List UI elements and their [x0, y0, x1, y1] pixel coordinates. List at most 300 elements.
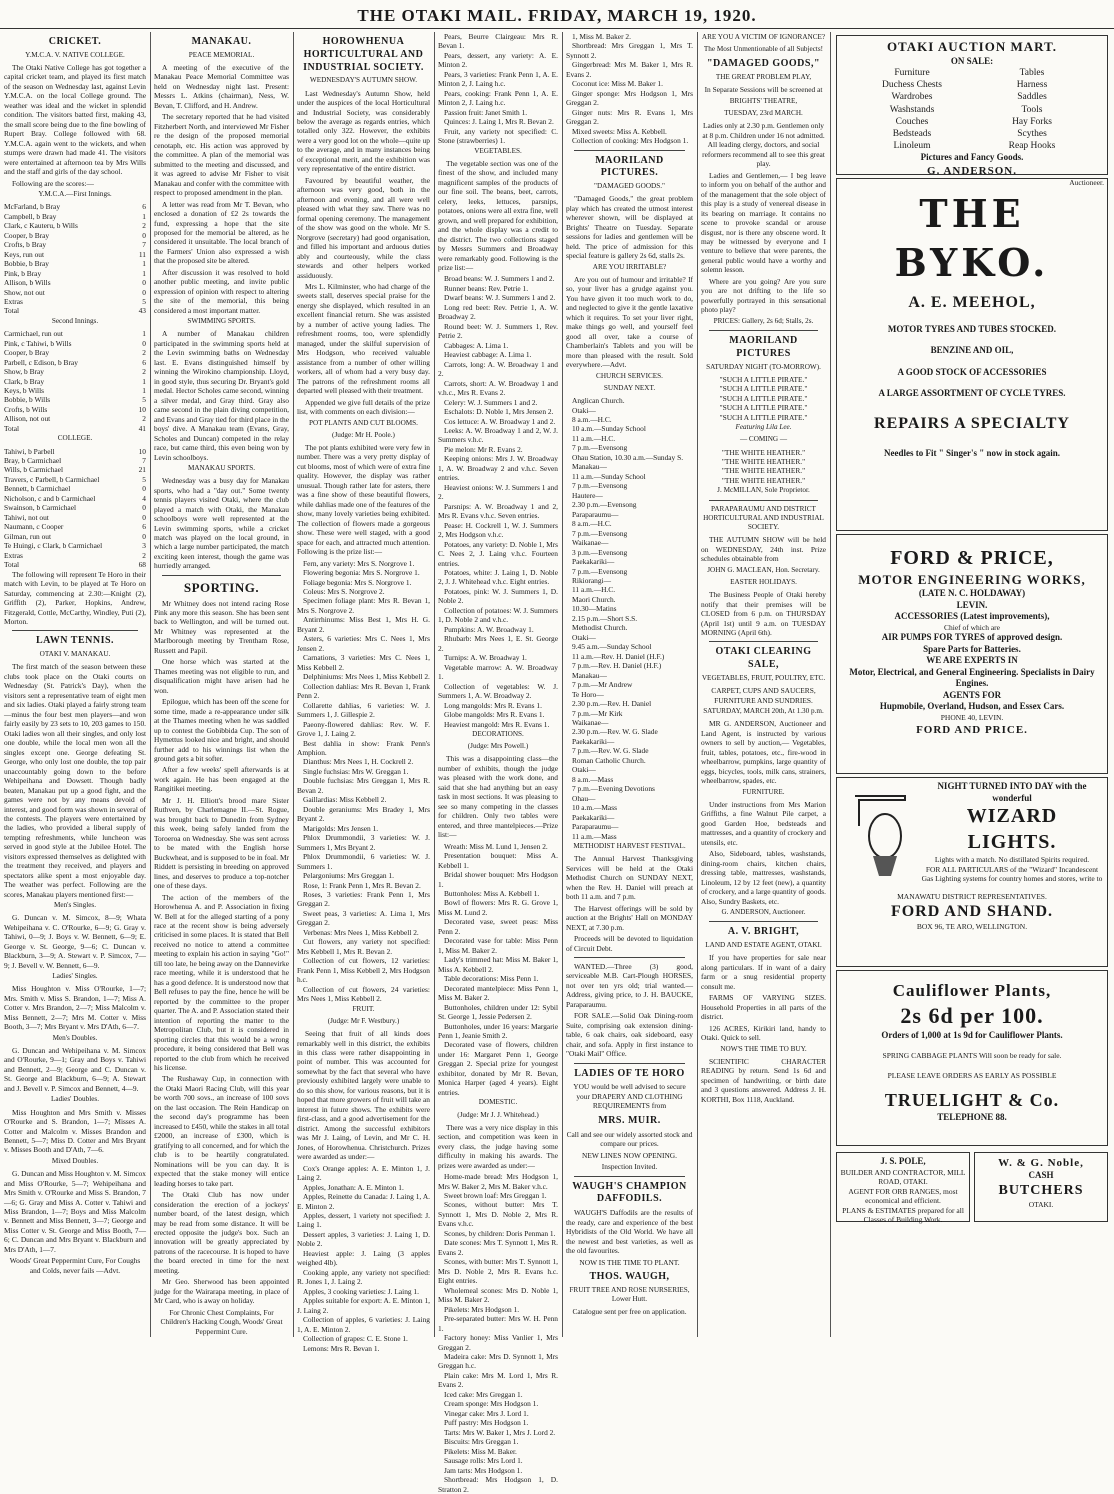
cricket-paragraph: Following are the scores:—: [12, 178, 94, 188]
wizard-line: BOX 96, TE ARO, WELLINGTON.: [916, 922, 1028, 932]
agent-paragraph: 126 ACRES, Kirikiri land, handy to Otaki. Quick to sell.: [701, 1023, 826, 1043]
damaged-goods-paragraph: Ladies and Gentlemen,— I beg leave to inform you on behalf of the author and of the management that the sole object of this play is a study of venereal disease in its bearing on marriage. It contains no scene to provoke scandal or arouse disgust, nor is there any obscene word. It may be witnessed by everyone and I venture to believe that were parents, the general public would have a worthy and solemn lesson.: [701, 170, 826, 275]
score-player: Total: [4, 423, 20, 433]
score-player: Allison, not out: [4, 414, 51, 424]
wizard-line: Lights with a match. No distillated Spirits required.: [934, 855, 1090, 865]
ford-price-ad: [836, 534, 1108, 774]
prize-line: Rose, 1: Frank Penn 1, Mrs R. Bevan 2.: [303, 880, 421, 890]
score-runs: 0: [142, 512, 146, 522]
score-runs: 2: [142, 414, 146, 424]
score-row: [4, 475, 146, 484]
sale-item: Hay Forks: [1012, 116, 1052, 127]
prize-list: [297, 559, 430, 1004]
prize-line: Potatoes, white: J. Laing 1, D. Noble 2, J. J. Whitehead v.h.c. Eight entries.: [438, 568, 558, 587]
irritable-paragraph: Are you out of humour and irritable? If so, your liver has a grudge against you. You have given it too much work to do, and neglected to give it the gentle laxative which it requires. To set your liver right, make things go well, and yourself feel good all over, take a course of Chamberlain's Tablets and you will be more than pleased with the result. Sold everywhere.—Advt.: [566, 274, 693, 370]
byko-line: MOTOR TYRES AND TUBES STOCKED.: [887, 323, 1057, 334]
prize-line: Heaviest cabbage: A. Lima 1.: [444, 350, 532, 360]
prize-line: Sweet brown loaf: Mrs Greggan 1.: [444, 1191, 547, 1200]
film-line: "SUCH A LITTLE PIRATE.": [719, 374, 808, 384]
church-heading: CHURCH SERVICES.: [596, 371, 663, 380]
prize-line: Rhubarb: Mrs Nees 1, E. St. George 2.: [438, 634, 558, 653]
masthead: THE OTAKI MAIL. FRIDAY, MARCH 19, 1920.: [0, 6, 1114, 29]
swimming-heading: SWIMMING SPORTS.: [187, 317, 256, 326]
score-row: [4, 484, 146, 493]
prize-line: Fruit, any variety not specified: C. Stone (strawberries) 1.: [438, 126, 558, 146]
judge-line: (Judge: Mrs Powell.): [467, 742, 529, 751]
prize-line: Round beet: W. J. Summers 1, Rev. Petrie 2.: [438, 321, 558, 341]
prize-line: Pears, cooking: Frank Penn 1, A. E. Minton 2, J. Laing h.c.: [438, 88, 558, 108]
prize-line: Iced cake: Mrs Greggan 1.: [444, 1389, 523, 1399]
byko-line: A LARGE ASSORTMENT OF CYCLE TYRES.: [878, 388, 1066, 399]
prize-line: Apples, Jonathan: A. E. Minton 1.: [303, 1182, 404, 1192]
prize-line: Antirrhinums: Miss Best 1, Mrs H. G. Bryant 2.: [297, 615, 430, 634]
waugh-paragraph: WAUGH'S Daffodils are the results of the ready, care and experience of the best Hybridists of the Old World. We have all the newest and best varieties, as well as the old favourites.: [566, 1208, 693, 1256]
church-line: Paraparaumu—: [572, 822, 619, 832]
prize-line: Factory honey: Miss Vanlier 1, Mrs Greggan 2.: [438, 1333, 558, 1352]
mixed-doubles-heading: Mixed Doubles.: [51, 1156, 99, 1165]
church-line: Ohau—: [572, 793, 596, 803]
prize-line: Carrots, long: A. W. Broadway 1 and 2.: [438, 359, 558, 379]
score-runs: 2: [142, 367, 146, 377]
harvest-paragraph: The Annual Harvest Thanksgiving Services will be held at the Otaki Methodist Church on SUNDAY NEXT, when the Rev. H. Daniel will preach at both 11 a.m. and 7 p.m.: [566, 854, 693, 902]
prize-line: Collection of vegetables: W. J. Summers 1, A. W. Broadway 2.: [438, 681, 558, 701]
column-rule: [150, 32, 151, 1337]
score-runs: 6: [142, 357, 146, 367]
prize-line: Puff pastry: Mrs Hodgson 1.: [444, 1418, 529, 1428]
score-row: [4, 494, 146, 503]
prices-line: PRICES: Gallery, 2s 6d; Stalls, 2s.: [713, 316, 814, 325]
divider: [574, 1176, 685, 1177]
prize-line: Decorated mantelpiece: Miss Penn 1, Miss M. Baker 2.: [438, 983, 558, 1003]
score-runs: 11: [138, 249, 146, 259]
pot-plants-paragraph: The pot plants exhibited were very few in number. There was a very pretty display of cut blooms, most of which were of extra fine quality. However, the display was rather unusual. Though rather late for asters, there was a fine show of these beautiful flowers, while dahlias made one of the features of the show, many lovely varieties being exhibited. The collection of flowers made a gorgeous show. These were well staged, with a good space for each, and attracted much attention. Following is the prize list:—: [297, 442, 430, 557]
column-rule: [434, 32, 435, 1337]
church-line: Anglican Church.: [572, 396, 625, 406]
prize-line: Pumpkins: A. W. Broadway 1.: [444, 624, 534, 634]
prize-line: Jam tarts: Mrs Hodgson 1.: [444, 1465, 523, 1475]
fruit-heading: FRUIT.: [352, 1004, 375, 1013]
prize-line: Cabbages: A. Lima 1.: [444, 340, 509, 350]
damaged-goods-title: "DAMAGED GOODS,": [707, 58, 820, 70]
ford-line: Hupmobile, Overland, Hudson, and Essex Cars.: [879, 701, 1065, 712]
church-line: Paekakariki—: [572, 812, 615, 822]
prize-line: Eschalots: D. Noble 1, Mrs Jensen 2.: [444, 407, 554, 417]
agent-paragraph: FARMS OF VARYING SIZES. Household Properties in all parts of the district.: [701, 993, 826, 1022]
score-runs: 2: [142, 550, 146, 560]
church-line: Rikiorangi—: [572, 575, 612, 585]
prize-line: Celery: W. J. Summers 1 and 2.: [444, 397, 538, 407]
prize-line: Decorated vase of flowers, children under 16: Margaret Penn 1, George Greggan 2. Special prize for youngest exhibitor, donated by Mr R. Bevan, Monica Harper (aged 4 years). Eight entries.: [438, 1040, 558, 1097]
score-row: [4, 465, 146, 474]
church-line: 7 p.m.—Evensong: [572, 528, 628, 538]
cricket-paragraph: The Otaki Native College has got together a capital cricket team, and played its first match of the season on Wednesday last, against Levin Y.M.C.A. on the local College ground. The weather was ideal and the wicket in splendid condition. The visitors batted first, making 43, the small score being due to the fine bowling of Rupert Bray. College followed with 68. Y.M.C.A. again went to the wickets, and when stumps were drawn had made 41. The visitors were entertained at afternoon tea by Mrs Wills and the staff and girls of the day school.: [4, 63, 146, 177]
prize-line: Turnips: A. W. Broadway 1.: [444, 653, 527, 663]
prize-line: Dessert apples, 3 varieties: J. Laing 1, D. Noble 2.: [297, 1229, 430, 1249]
prize-line: Pears, Beurre Clairgeau: Mrs R. Bevan 1.: [438, 32, 558, 51]
prize-line: Decorated vase for table: Miss Penn 1, Miss M. Baker 2.: [438, 936, 558, 955]
church-line: Ohau Station, 10.30 a.m.—Sunday S.: [572, 452, 684, 462]
ladies-te-horo-heading: LADIES OF TE HORO: [574, 1067, 685, 1079]
truelight-name: TRUELIGHT & Co.: [884, 1089, 1060, 1110]
maoriland-heading: MAORILAND PICTURES.: [595, 154, 664, 179]
score-player: Tahiwi, not out: [4, 512, 49, 522]
film-line: "SUCH A LITTLE PIRATE.": [719, 403, 808, 413]
on-sale-right: [972, 67, 1092, 152]
prize-line: Verbenas: Mrs Nees 1, Miss Kebbell 2.: [303, 927, 419, 937]
prize-line: Ginger sponge: Mrs Hodgson 1, Mrs Greggan 2.: [566, 88, 693, 108]
cricket-paragraph: The following will represent Te Horo in their match with Levin, to be played at Te Horo on Saturday, commencing at 2.30:—Knight (2), Griffith (2), Parker, Hopkins, Andrew, Fitzgerald, Cottle, McCarthy, Windley, Puti (2), Morton.: [4, 569, 146, 626]
score-runs: 5: [142, 297, 146, 307]
ladies-singles-heading: Ladies' Singles.: [52, 972, 98, 981]
score-row: [4, 297, 146, 306]
tennis-results: Miss Houghton and Mrs Smith v. Misses O'Rourke and S. Brandon, 1—7; Misses A. Cotter and Malcolm v. Misses Brandon and Bennett, 5—7; Miss D. Cotter and Mrs Bryant v. Misses Booth and D'Ath, 7—6.: [4, 1107, 146, 1155]
sale-item: Washstands: [889, 104, 935, 115]
wizard-representative: FORD AND SHAND.: [890, 902, 1054, 920]
score-player: Tahiwi, b Parbell: [4, 446, 55, 456]
manakau-sports-heading: MANAKAU SPORTS.: [187, 463, 256, 472]
score-row: [4, 259, 146, 268]
score-runs: 1: [142, 268, 146, 278]
byko-line: BENZINE AND OIL,: [930, 345, 1014, 356]
peace-paragraph: A letter was read from Mr T. Bevan, who enclosed a donation of £2 2s towards the fund, expressing a hope that the site proposed for the memorial be altered, as he considered it unsuitable. The local branch of the Farmers' Union also expressed a wish that the proposed site be altered.: [154, 199, 289, 266]
score-row: [4, 377, 146, 386]
prize-line: Flowering begonia: Mrs S. Norgrove 1.: [303, 568, 420, 578]
sale-item: Furniture: [894, 68, 930, 79]
pole-ad: [836, 1152, 970, 1225]
byko-title: THE BYKO.: [894, 191, 1050, 285]
cauliflower-line: SPRING CABBAGE PLANTS Will soon be ready for sale.: [882, 1051, 1062, 1061]
church-line: Otaki—: [572, 405, 596, 415]
score-row: [4, 240, 146, 249]
repairs-line: REPAIRS A SPECIALTY: [874, 414, 1070, 432]
ford-line: ACCESSORIES (Latest improvements),: [894, 611, 1050, 622]
column-rule: [293, 32, 294, 1337]
score-runs: 0: [142, 503, 146, 513]
divider: [709, 641, 818, 642]
prize-line: Ginger nuts: Mrs R. Evans 1, Mrs Greggan 2.: [566, 107, 693, 127]
score-row: [4, 231, 146, 240]
ford-late: (LATE N. C. HOLDAWAY): [918, 588, 1026, 599]
prize-line: Broad beans: W. J. Summers 1 and 2.: [444, 274, 555, 284]
film-line: "THE WHITE HEATHER.": [721, 466, 806, 476]
sporting-paragraph: The Rushaway Cup, in connection with the Otaki Maori Racing Club, will this year be worth 700 sovs., an increase of 100 sovs on the last occasion. The Rein Handicap on the second day's programme has been increased to £450, while the stakes in all total £2000, an increase of £300, which is gratifying to all concerned, and for which the club is to be heartily congratulated. Nominations will be you can day. It is expected that the stake money will entice leading horses to take part.: [154, 1074, 289, 1188]
prize-line: Vinegar cake: Mrs J. Lord 1.: [444, 1408, 529, 1418]
tennis-results: G. Duncan and Wehipeihana v. M. Simcox and O'Rourke, 9—1; Gray and Boys v. Tahiwi and Bennett, 2—9; George and C. Duncan v. St. George and Blackburn, 6—9; A. Stewart and J. Bevell v. P. Simcox and Bennett, 4—9.: [4, 1046, 146, 1093]
score-runs: 1: [142, 211, 146, 221]
score-row: [4, 278, 146, 287]
church-line: Manakau—: [572, 670, 607, 680]
score-runs: 0: [142, 278, 146, 288]
byko-line: A GOOD STOCK OF ACCESSORIES: [897, 366, 1047, 377]
prize-line: Sausage rolls: Mrs Lord 1.: [444, 1456, 523, 1466]
society-secretary: JOHN G. MACLEAN, Hon. Secretary.: [707, 565, 820, 574]
clearing-sale-sub: VEGETABLES, FRUIT, POULTRY, ETC.: [701, 674, 826, 683]
decorations-heading: DECORATIONS.: [472, 729, 524, 738]
prize-line: Collection dahlias: Mrs R. Bevan 1, Frank Penn 2.: [297, 681, 430, 701]
score-row: [4, 329, 146, 338]
noble-butchers-ad: [974, 1152, 1108, 1222]
score-player: Bennett, b Carmichael: [4, 484, 71, 494]
score-player: Clark, b Bray: [4, 376, 45, 386]
prize-list: [566, 32, 693, 146]
church-line: Maori Church.: [572, 594, 616, 604]
score-player: Pink, b Bray: [4, 268, 42, 278]
wizard-title: WIZARD LIGHTS.: [966, 805, 1058, 853]
film-line: "SUCH A LITTLE PIRATE.": [719, 393, 808, 403]
prize-line: Carrots, short: A. W. Broadway 1 and v.h.c., Mrs R. Evans 2.: [438, 378, 558, 398]
prize-line: Dianthus: Mrs Nees 1, H. Cockrell 2.: [303, 757, 414, 767]
prize-line: Phlox Drummondii, 6 varieties: W. J. Summers 1.: [297, 852, 430, 871]
sale-item: Reap Hooks: [1008, 141, 1056, 152]
prize-line: Carnations, 3 varieties: Mrs C. Nees 1, Miss Kebbell 2.: [297, 653, 430, 672]
cricket-subheading: Y.M.C.A. V. NATIVE COLLEGE.: [25, 50, 125, 59]
for-sale-notice: FOR SALE.—Solid Oak Dining-room Suite, comprising oak extension dining-table, 6 oak chairs, oak sideboard, easy chair, and sofa. Apply in first instance to "Otaki Mail" Office.: [566, 1011, 693, 1059]
ford-line: Motor, Electrical, and General Engineering. Specialists in Dairy Engines.: [849, 666, 1095, 689]
church-line: Manakau—: [572, 462, 607, 472]
church-line: 2.30 p.m.—Rev. H. Daniel: [572, 699, 652, 709]
column-horticultural: [297, 32, 430, 1353]
prize-line: Lady's trimmed hat: Miss M. Baker 1, Miss A. Kebbell 2.: [438, 955, 558, 974]
prize-line: Mixed sweets: Miss A. Kebbell.: [572, 126, 667, 136]
church-line: 9.45 a.m.—Sunday School: [572, 642, 652, 652]
prize-line: Heaviest mangold: Mrs R. Evans 1.: [444, 719, 550, 729]
prize-line: Wholemeal scones: Mrs D. Noble 1, Miss M. Baker 2.: [438, 1285, 558, 1305]
damaged-goods-paragraph: Where are you going? Are you sure you are not drifting to the life so powerfully portrayed in this sensational photo play?: [701, 276, 826, 315]
score-player: Allison, b Wills: [4, 278, 51, 288]
tennis-paragraph: The first match of the season between these clubs took place on the Otaki courts on Wednesday (St. Patrick's Day), when the visitors sent a representative team of eight men and six ladies. Otaki played a fairly strong team—minus the four best men players—and won fairly easily by 23 sets to 10, 203 games to 150. Otaki ladies won all their singles, and only lost one double, while the local men won all the singles except one. George defeating St. George, who only lost one double, the top pair unaccountably going down to the before Wehipeihana and Dowsett. Though badly beaten, Manakau put up a good fight, and the games were not by any means devoid of interest, and good form was shown in several of the contests. The players were entertained by the ladies, who provided a liberal supply of tempting refreshments, while luncheon was served in good style at the Jubilee Hotel. The visitors expressed themselves as delighted with the treatment they received, and players and spectators alike spent a most enjoyable day. The weather was perfect. Following are the scores, Manakau players mentioned first:—: [4, 662, 146, 899]
prize-line: Shortbread: Mrs Hodgson 1, D. Stratton 2.: [438, 1475, 558, 1494]
ymca-heading: Y.M.C.A.—First Innings.: [38, 190, 112, 199]
pot-plants-heading: POT PLANTS AND CUT BLOOMS.: [309, 418, 418, 427]
score-runs: 43: [138, 306, 146, 316]
prize-line: Madeira cake: Mrs D. Synnott 1, Mrs Greggan h.c.: [438, 1351, 558, 1371]
victim-heading: ARE YOU A VICTIM OF IGNORANCE?: [701, 33, 826, 41]
score-player: Cooper, b Bray: [4, 230, 50, 240]
hort-paragraph: Mrs L. Kilminster, who had charge of the sweets stall, deserves special praise for the energy she displayed, which resulted in an excellent financial return. She was assisted by a number of active young ladies. The refreshment rooms, too, were splendidly managed, under the skilful supervision of Mrs Hodgson, who received valuable assistance from a number of other willing workers, all of whom had a very busy day. The patrons of the refreshment rooms all departed well pleased with their treatment.: [297, 281, 430, 396]
prize-line: Cox's Orange apples: A. E. Minton 1, J. Laing 2.: [297, 1163, 430, 1183]
church-line: 2.15 p.m.—Short S.S.: [572, 613, 638, 623]
sporting-paragraph: After a few weeks' spell afterwards is at work again. He has been engaged at the Rangitikei meeting.: [154, 765, 289, 794]
sporting-paragraph: One horse which was started at the Thames meeting was not eligible to run, and disqualification might have arisen had he won.: [154, 657, 289, 695]
mens-singles-heading: Men's Singles.: [53, 901, 97, 910]
sporting-paragraph: Mr J. H. Elliott's brood mare Sister Ruthven, by Charlemagne II.—St. Rogue, was brought back to Dunedin from Sydney this week, being safely landed from the Toroeroa on Wednesday. She was sent across to be mated with the English horse Buckwheat, and is supposed to be in foal. Mr Riddett is persisting in breeding on approved lines, and deserves to produce a top-notcher one of these days.: [154, 795, 289, 891]
score-player: Campbell, b Bray: [4, 211, 57, 221]
prize-line: Cut flowers, any variety not specified: Mrs Kebbell 1, Mrs R. Bevan 2.: [297, 937, 430, 956]
sale-item: Couches: [895, 116, 929, 127]
ladies-doubles-heading: Ladies' Doubles.: [50, 1095, 99, 1104]
score-runs: 3: [142, 541, 146, 551]
waugh-paragraph: Catalogue sent per free on application.: [572, 1307, 687, 1317]
prize-line: Single fuchsias: Mrs W. Greggan 1.: [303, 766, 409, 776]
score-player: Clark, c Kauteru, b Wills: [4, 221, 78, 231]
score-row: [4, 532, 146, 541]
score-row: [4, 513, 146, 522]
judge-line: (Judge: Mr H. Poole.): [332, 430, 395, 439]
horticultural-subheading: WEDNESDAY'S AUTUMN SHOW.: [309, 76, 418, 85]
score-row: [4, 348, 146, 357]
column-rule: [697, 32, 698, 1337]
hort-paragraph: Last Wednesday's Autumn Show, held under the auspices of the local Horticultural and Industrial Society, was considerably below the average as regards entries, which totalled only 322. However, the exhibits were a very good lot on the whole—quite up to the average, and in many instances being of exceptional merit, and the exhibition was very representative of the entire district.: [297, 88, 430, 174]
divider: [12, 630, 138, 631]
swimming-paragraph: A number of Manakau children participated in the swimming sports held at the Levin swimming baths on Wednesday last. E. Evans distinguished himself by winning the Wirokino championship. Lloyd, in good style, thus securing Dr. Bryant's gold medal. Hector Scholes came second, winning a silver medal, and Gray third. Gray also came second in the plain diving competition, and Evans and Gray tied for third place in the boys' dive. A Manakau team (Evans, Gray, Scholes and Duncan) competed in the relay race, but came third, this even being won by Levin schoolboys.: [154, 329, 289, 462]
vegetables-heading: VEGETABLES.: [474, 146, 522, 155]
ford-location: LEVIN.: [956, 599, 988, 610]
fruit-paragraph: Seeing that fruit of all kinds does remarkably well in this district, the exhibits in this class were rather disappointing in point of number. This was accounted for somewhat by the fact that several who have previously exhibited largely were unable to do so this show, for various reasons, but it is hoped that more growers of fruit will take an interest in future shows. The exhibits were first-class, and a good advertisement for the district. Among the successful exhibitors was Mr J. Laing, of Levin, and Mr C. H. Jones, of Horowhenua. Christchurch. Prizes were awarded as under:—: [297, 1029, 430, 1162]
sporting-paragraph: The Otaki Club has now under consideration the erection of a jockeys' number board, of the latest design, which may be read from some distance. It will be erected opposite the judge's box. Such an innovation will be greatly appreciated by patrons of the racecourse. It is hoped to have the board erected in time for the next meeting.: [154, 1190, 289, 1275]
church-line: 11 a.m.—Rev. H. Daniel (H.F.): [572, 651, 665, 661]
score-runs: 10: [138, 446, 146, 456]
wizard-lights-ad: [836, 777, 1108, 967]
wizard-line: FOR ALL PARTICULARS of the "Wizard" Incandescent Gas Lighting systems for country homes and stores, write to: [921, 864, 1103, 884]
horticultural-heading: HOROWHENUA HORTICULTURAL AND INDUSTRIAL SOCIETY.: [303, 36, 424, 73]
hort-paragraph: Appended we give full details of the prize list, with comments on each division:—: [297, 397, 430, 417]
prize-line: Heaviest apple: J. Laing (3 apples weighed 4lb).: [297, 1248, 430, 1268]
score-table: [4, 202, 146, 316]
vegetables-paragraph: The vegetable section was one of the finest of the show, and included many magnificent samples of the products of our fine soil. The beans, beet, carrots, celery, leeks, lettuces, parsnips, potatoes, onions were all extra fine, well grown, and well prepared for exhibition, and the whole display was a credit to the district. The two collections staged by Messrs Summers and Broadway were remarkably good. Following is the prize list:—: [438, 158, 558, 272]
score-row: [4, 367, 146, 376]
furniture-heading: FURNITURE.: [742, 787, 785, 796]
prize-line: Wreath: Miss M. Lund 1, Jensen 2.: [444, 841, 548, 851]
sale-item: Tools: [1021, 104, 1043, 115]
sale-item: Linoleum: [893, 141, 931, 152]
church-line: 2.30 p.m.—Rev. W. G. Slade: [572, 727, 658, 737]
tennis-results: Miss Houghton v. Miss O'Rourke, 1—7; Mrs. Smith v. Miss S. Brandon, 1—7; Miss A. Cotter v. Mrs Brandon, 2—7; Miss Malcolm v. Miss Bennett, 2—7; Mrs M. Cotter v. Miss Booth, 3—7; Mrs Bryant v. Mrs D'Ath, 6—7.: [4, 984, 146, 1032]
mens-doubles-heading: Men's Doubles.: [52, 1033, 98, 1042]
sporting-paragraph: The action of the members of the Horowhenua A. and P. Association in fixing W. Bell at for the alleged starting of a pony race at the recent show is being adversely criticised in some places. It is stated that Bell received no notice to attend a committee meeting to explain his action in saying "Go!" till too late, he being away on the Dannevirke race meeting, while it is understood that he has a good defence. It is understood now that Bell refuses to pay the fine, hence he will be reported by the committee to the proper quarter. The A. and P. Association stated their intention of reporting the matter to the Metropolitan Club, but it is considered in sporting circles that this would be a wrong procedure, it being considered that Bell was reported to the club from which he received his license.: [154, 892, 289, 1073]
sale-item: Scythes: [1017, 128, 1047, 139]
prize-line: Parsnips: A. W. Broadway 1 and 2, Mrs R. Evans v.h.c. Seven entries.: [438, 501, 558, 521]
wanted-notice: WANTED.—Three (3) good, serviceable M.B. Cart-Plough HORSES, not over ten yrs old; trial wanted.—Address, giving price, to J. H. BAUCKE, Paraparaumu.: [566, 962, 693, 1009]
score-row: [4, 339, 146, 348]
church-line: 7 p.m.—Mr Andrew: [572, 680, 633, 690]
prize-line: Decorated vase, sweet peas: Miss Penn 2.: [438, 917, 558, 936]
prize-line: Scones, without butter: Mrs T. Synnott 1, Mrs D. Noble 2, Mrs R. Evans v.h.c.: [438, 1200, 558, 1229]
prize-line: Pie melon: Mr R. Evans 2.: [444, 444, 523, 454]
sale-item: Harness: [1016, 80, 1048, 91]
ladies-paragraph: YOU would be well advised to secure your DRAPERY AND CLOTHING REQUIREMENTS from: [573, 1082, 686, 1111]
clearing-sale-paragraph: Under instructions from Mrs Marion Griffiths, a fine Walnut Pile carpet, a good Garden Hoe, bedsteads and mattresses, and a quantity of crockery and utensils, etc.: [701, 799, 826, 847]
waugh-name: THOS. WAUGH,: [589, 1270, 670, 1282]
decorations-paragraph: This was a disappointing class—the number of exhibits, though the judge was pleased with the work done, and said that she had anything but an easy task in most sections. It was pleasing to see so many competing in the classes for children. Only two tables were entered, and three mantelpieces.—Prize list:—: [438, 754, 558, 840]
sale-item: Duchess Chests: [882, 80, 942, 91]
prize-line: Apples, 3 cooking varieties: J. Laing 1.: [303, 1286, 419, 1296]
wizard-line: NIGHT TURNED INTO DAY with the wonderful: [937, 781, 1087, 803]
church-line: 3 p.m.—Evensong: [572, 547, 628, 557]
auctioneer-line: G. ANDERSON, Auctioneer.: [721, 908, 806, 917]
sporting-paragraph: Mr Whitney does not intend racing Rose Pink any more this season. She has been sent back to Wellington, and will be turned out. Mr Whitney was represented at the Marlborough meeting by Trentham Rose, Russett and Papil.: [154, 598, 289, 655]
prize-line: Cooking apple, any variety not specified: R. Jones 1, J. Laing 2.: [297, 1267, 430, 1287]
score-row: [4, 306, 146, 315]
agent-tagline: NOW'S THE TIME TO BUY.: [720, 1044, 807, 1053]
score-runs: 1: [142, 385, 146, 395]
score-player: McFarland, b Bray: [4, 202, 61, 212]
score-player: Show, not out: [4, 287, 45, 297]
prize-line: Collection of apples, 6 varieties: J. Laing 1, A. E. Minton 2.: [297, 1315, 430, 1334]
church-line: Paraparaumu—: [572, 509, 619, 519]
society-heading: PARAPARAUMU AND DISTRICT HORTICULTURAL AND INDUSTRIAL SOCIETY.: [703, 504, 824, 532]
damaged-goods-paragraph: In Separate Sessions will be screened at: [704, 85, 823, 95]
church-list: [566, 396, 693, 841]
score-player: Show, b Bray: [4, 367, 44, 377]
auctioneer-name: G. ANDERSON.: [927, 164, 1017, 177]
column-cricket-tennis: [4, 32, 146, 1337]
second-innings-heading: Second Innings.: [51, 316, 99, 325]
cauliflower-line: Orders of 1,000 at 1s 9d for Cauliflower Plants.: [881, 1029, 1063, 1040]
column-manakau-sporting: [154, 32, 289, 1337]
harvest-paragraph: Proceeds will be devoted to liquidation of Circuit Debt.: [566, 934, 693, 953]
on-sale-list: [840, 67, 1104, 152]
prize-line: Long red beet: Rev. Petrie 1, A. W. Broadway 2.: [438, 302, 558, 322]
church-line: 8 a.m.—H.C.: [572, 415, 612, 424]
maoriland-date: SATURDAY NIGHT (TO-MORROW).: [706, 362, 821, 371]
score-player: Carmichael, run out: [4, 329, 63, 339]
prize-line: Collection of grapes: C. E. Stone 1.: [303, 1334, 408, 1344]
show-date: TUESDAY, 23rd MARCH.: [724, 109, 803, 118]
film-list: [701, 375, 826, 422]
score-row: [4, 424, 146, 433]
prize-line: Pikelets: Mrs Hodgson 1.: [444, 1304, 520, 1314]
ford-line: Chief of which are: [943, 622, 1001, 632]
church-line: Otaki—: [572, 765, 596, 775]
waugh-subheading: FRUIT TREE AND ROSE NURSERIES, Lower Hutt.: [569, 1285, 690, 1303]
prize-line: Pears, 3 varieties: Frank Penn 1, A. E. Minton 2, J. Laing h.c.: [438, 69, 558, 89]
prize-line: Pears, dessert, any variety: A. E. Minton 2.: [438, 50, 558, 70]
score-row: [4, 541, 146, 550]
prize-line: Phlox Drummondii, 3 varieties: W. J. Summers 1, Mrs Bryant 2.: [297, 833, 430, 852]
waugh-heading: WAUGH'S CHAMPION DAFFODILS.: [572, 1180, 687, 1205]
judge-line: (Judge: Mr J. J. Whitehead.): [457, 1110, 539, 1119]
prize-line: Cos lettuce: A. W. Broadway 1 and 2.: [444, 416, 556, 426]
prize-line: Globe mangolds: Mrs R. Evans 1.: [444, 710, 545, 720]
prize-line: Double fuchsias: Mrs Greggan 1, Mrs R. Bevan 2.: [297, 776, 430, 795]
wizard-line: MANAWATU DISTRICT REPRESENTATIVES.: [897, 892, 1047, 901]
prize-line: Best dahlia in show: Frank Penn's Amphion.: [297, 738, 430, 757]
prize-line: Collection of cooking: Mrs Hodgson 1.: [572, 136, 689, 146]
score-runs: 1: [142, 329, 146, 339]
score-player: Extras: [4, 297, 23, 307]
prize-line: Potatoes, pink: W. J. Summers 1, D. Noble 2.: [438, 586, 558, 606]
score-row: [4, 269, 146, 278]
prize-line: Shortbread: Mrs Greggan 1, Mrs T. Synnott 2.: [566, 41, 693, 60]
prize-line: Collection of potatoes: W. J. Summers 1, D. Noble 2 and v.h.c.: [438, 605, 558, 625]
score-row: [4, 522, 146, 531]
maoriland-subheading: "DAMAGED GOODS.": [594, 182, 665, 191]
prize-list: [438, 1172, 558, 1494]
sale-item: Saddles: [1017, 92, 1047, 103]
score-row: [4, 414, 146, 423]
score-player: Crofts, b Wills: [4, 404, 48, 414]
church-line: 7 p.m.—Mr Kirk: [572, 708, 623, 718]
prize-line: Foliage begonia: Mrs S. Norgrove 1.: [303, 577, 412, 587]
prize-line: Collarette dahlias, 6 varieties: W. J. Summers 1, J. Gillespie 2.: [297, 700, 430, 720]
prize-line: Collection of cut flowers, 12 varieties: Frank Penn 1, Miss Kebbell 2, Mrs Hodgson h.c.: [297, 956, 430, 985]
score-table: [4, 447, 146, 570]
divider: [709, 330, 818, 331]
divider: [574, 957, 685, 958]
prize-line: Potatoes, any variety: D. Noble 1, Mrs C. Nees 2, J. Laing v.h.c. Fourteen entries.: [438, 539, 558, 568]
prize-line: Bridal shower bouquet: Mrs Hodgson 1.: [438, 870, 558, 889]
column-notices: [566, 32, 693, 1337]
proprietor-line: J. McMILLAN, Sole Proprietor.: [717, 486, 810, 495]
prize-list: [438, 32, 558, 146]
score-row: [4, 250, 146, 259]
bottom-ads: [834, 1149, 1110, 1225]
prize-line: Passion fruit: Janet Smith 1.: [444, 107, 528, 117]
prize-line: Apples, dessert, 1 variety not specified: J. Laing 1.: [297, 1210, 430, 1230]
prize-line: Vegetable marrow: A. W. Broadway 1.: [438, 662, 558, 682]
divider: [709, 500, 818, 501]
film-line: "THE WHITE HEATHER.": [721, 447, 806, 457]
